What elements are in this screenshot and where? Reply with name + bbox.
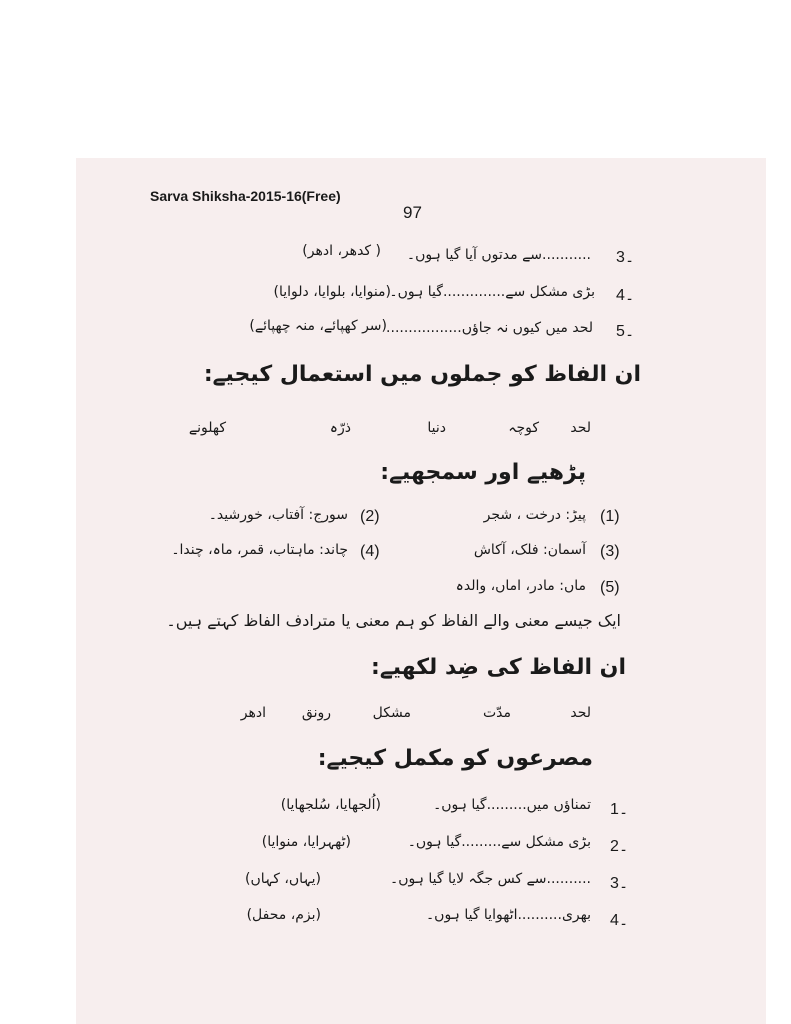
word-item: ذرّہ (329, 420, 351, 436)
word-item: لحد (570, 420, 591, 436)
synonym-item: سورج: آفتاب، خورشید۔ (208, 507, 348, 523)
word-item: دنیا (427, 420, 446, 436)
word-item: کھلونے (188, 420, 226, 436)
exercise-number: 3۔ (616, 249, 635, 266)
exercise-hint: ( کدھر، ادھر) (302, 243, 381, 259)
word-item: لحد (570, 705, 591, 721)
verse-line: بڑی مشکل سے.........گیا ہوں۔ (407, 834, 591, 850)
exercise-sentence: ...........سے مدتوں آیا گیا ہوں۔ (406, 247, 591, 263)
synonym-item: آسمان: فلک، آکاش (473, 542, 586, 558)
section-heading-use-in-sentences: ان الفاظ کو جملوں میں استعمال کیجیے: (203, 362, 641, 387)
word-item: مدّت (482, 705, 511, 721)
verse-line: بھری..........اٹھوایا گیا ہوں۔ (425, 907, 591, 923)
exercise-number: 5۔ (616, 323, 635, 340)
synonym-item: چاند: ماہتاب، قمر، ماہ، چندا۔ (171, 542, 348, 558)
verse-number: 4۔ (610, 912, 629, 929)
item-number: (3) (600, 543, 620, 560)
exercise-sentence: بڑی مشکل سے..............گیا ہوں۔ (389, 284, 595, 300)
verse-number: 1۔ (610, 801, 629, 818)
verse-number: 2۔ (610, 838, 629, 855)
page-header: Sarva Shiksha-2015-16(Free) (150, 188, 341, 204)
item-number: (5) (600, 579, 620, 596)
item-number: (1) (600, 508, 620, 525)
verse-hint: (ٹھہرایا، منوایا) (261, 834, 351, 850)
word-item: مشکل (372, 705, 411, 721)
verse-hint: (یہاں، کہاں) (245, 871, 321, 887)
exercise-sentence: لحد میں کیوں نہ جاؤں................. (386, 320, 593, 336)
section-heading-read-understand: پڑھیے اور سمجھیے: (380, 460, 586, 485)
page-number: 97 (403, 203, 422, 222)
verse-line: تمناؤں میں.........گیا ہوں۔ (433, 797, 591, 813)
synonym-item: پیڑ: درخت ، شجر (483, 507, 586, 523)
exercise-number: 4۔ (616, 287, 635, 304)
exercise-hint: (سر کھپائے، منہ چھپائے) (249, 318, 387, 334)
item-number: (4) (360, 543, 380, 560)
synonym-note: ایک جیسے معنی والے الفاظ کو ہم معنی یا مترادف الفاظ کہتے ہیں۔ (166, 611, 621, 630)
word-item: کوچہ (508, 420, 539, 436)
word-item: ادھر (240, 705, 266, 721)
verse-hint: (بزم، محفل) (246, 907, 321, 923)
word-item: رونق (301, 705, 331, 721)
verse-hint: (اُلجھایا، سُلجھایا) (280, 797, 381, 813)
exercise-hint: (منوایا، بلوایا، دلوایا) (273, 284, 391, 300)
verse-number: 3۔ (610, 875, 629, 892)
item-number: (2) (360, 508, 380, 525)
section-heading-opposites: ان الفاظ کی ضِد لکھیے: (371, 655, 626, 680)
synonym-item: ماں: مادر، اماں، والدہ (455, 578, 586, 594)
verse-line: ..........سے کس جگہ لایا گیا ہوں۔ (389, 871, 591, 887)
section-heading-complete-verses: مصرعوں کو مکمل کیجیے: (317, 746, 593, 771)
